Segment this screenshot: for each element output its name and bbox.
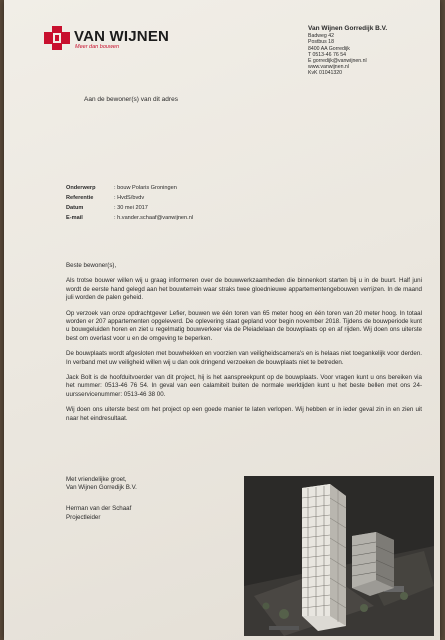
addressee: Aan de bewoner(s) van dit adres: [84, 96, 178, 103]
paragraph: Jack Bolt is de hoofduitvoerder van dit project, hij is het aanspreekpunt op de bouwplaats. Voor vragen kunt u ons bereiken via het nummer: 0513-46 76 54. In geval van een calamiteit buiten de normale werktijden kunt u het beste bellen met ons 24-uursservicenummer: 0513-46 38 00.: [66, 374, 422, 398]
logo-name: VAN WIJNEN: [74, 28, 170, 45]
paragraph: De bouwplaats wordt afgesloten met bouwhekken en voorzien van veiligheidscamera's en is helaas niet toegankelijk voor derden. In verband met uw veiligheid willen wij u dan ook dringend verzoeken de bouwplaats niet te betreden.: [66, 350, 422, 366]
meta-row-reference: [66, 193, 193, 203]
signatory-name: Herman van der Schaaf: [66, 505, 132, 513]
sender-line: Postbus 18: [308, 39, 334, 46]
signatory-title: Projectleider: [66, 513, 101, 521]
meta-value: : bouw Polaris Groningen: [114, 185, 177, 191]
meta-row-email: [66, 213, 193, 223]
sender-address-block: [308, 26, 387, 77]
sender-line: KvK 01041320: [308, 70, 343, 77]
meta-row-date: [66, 203, 193, 213]
closing-greeting: Met vriendelijke groet,: [66, 476, 127, 483]
reference-block: [66, 183, 193, 223]
van-wijnen-logo-icon: [44, 26, 70, 50]
meta-row-subject: [66, 183, 193, 193]
paragraph: Als trotse bouwer willen wij u graag informeren over de bouwwerkzaamheden die binnenkort starten bij u in de buurt. Half juni wordt de eerste hand gelegd aan het bouwterrein waar straks twee gloednieuwe appartementengebouwen verrijzen. In de maand juli worden de palen geheid.: [66, 277, 422, 302]
sender-line: E gorredijk@vanwijnen.nl: [308, 58, 367, 65]
paragraph: Wij doen ons uiterste best om het project op een goede manier te laten verlopen. Wij hebben er in ieder geval zin in en zien uit naar het eindresultaat.: [66, 406, 422, 422]
sender-line: www.vanwijnen.nl: [308, 64, 349, 71]
meta-label: Onderwerp: [66, 185, 96, 191]
logo-tagline: Meer dan bouwen: [75, 44, 120, 50]
salutation: Beste bewoner(s),: [66, 262, 117, 269]
sender-line: T 0513-46 76 54: [308, 51, 346, 58]
building-render-image: [244, 476, 434, 636]
meta-label: Referentie: [66, 195, 94, 201]
closing-block: [66, 476, 137, 522]
meta-label: E-mail: [66, 215, 83, 221]
meta-label: Datum: [66, 205, 84, 211]
meta-value: : h.vander.schaaf@vanwijnen.nl: [114, 215, 194, 221]
sender-line: 8400 AA Gorredijk: [308, 45, 350, 52]
meta-value: : 30 mei 2017: [114, 205, 148, 211]
company-logo: [44, 24, 194, 54]
sender-line: Badweg 42: [308, 33, 334, 40]
letter-page: [4, 0, 440, 640]
sender-company: Van Wijnen Gorredijk B.V.: [308, 25, 388, 32]
closing-company: Van Wijnen Gorredijk B.V.: [66, 484, 137, 492]
meta-value: : HvdS/bvdv: [114, 195, 145, 201]
paragraph: Op verzoek van onze opdrachtgever Lefier, bouwen we één toren van 65 meter hoog en één toren van 20 meter hoog. In totaal worden er 207 appartementen opgeleverd. De oplevering staat gepland voor begin november 2018. Tijdens de bouwperiode kunt u bouwgeluiden horen en ziet u regelmatig bouwverkeer via de Pleiadelaan de bouwplaats op en af rijden. Wij doen ons uiterste best om overlast voor u en de omgeving te beperken.: [66, 309, 422, 342]
letter-body: [66, 262, 422, 430]
